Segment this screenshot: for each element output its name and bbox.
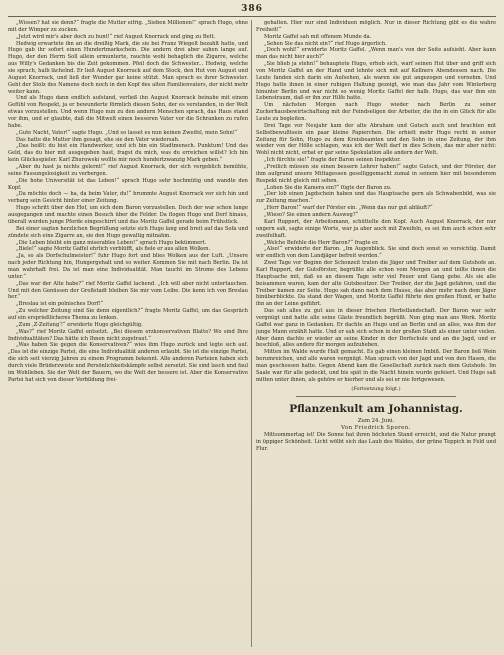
right-column-paragraph: (Fortsetzung folgt.)	[351, 385, 401, 392]
section-body: Mittsommertag ist! Die Sonne hat ihren höchsten Stand erreicht, und die Natur prangt in üppiger Schönheit. Licht wölbt sich das Laub des Waldes, der grüne Teppich in Feld und Flur.	[256, 432, 496, 453]
left-column-paragraph: „Zu welcher Zeitung sind Sie denn eigentlich?“ fragte Moritz Gaffel, um das Gespräch auf ein ersprießlicheres Thema zu lenken.	[8, 308, 248, 321]
right-column-paragraph: „Ich fürchte sie!“ fragte der Baron seinen Inspektor.	[264, 157, 401, 164]
left-column-paragraph: Das hatte die Mutter ihm gesagt, ehe sie den Vater wiedersah.	[16, 136, 180, 143]
right-column-text	[256, 20, 496, 392]
right-column-paragraph: „Freilich müssen sie einen bessern Lehrer haben!“ sagte Gutsch, und der Förster, der ihm aufgrund unsere Mittagessen geselliggemacht zumal in seinem hier mit besonderem Respekt nicht gleich mit sehen.	[256, 164, 496, 184]
left-column-paragraph: „Das war der Alte habe?“ rief Moritz Gaffel lachend. „Ich will aber nicht untertauchen. Und mit den Genüssen der Großstadt bleiben Sie mir vom Leibe. Die kenn ich von Breslau her.“	[8, 280, 248, 301]
right-column	[256, 20, 496, 647]
section-author: Von Friedrich Sporen.	[341, 425, 411, 432]
left-column-paragraph: „Was?“ rief Moritz Gaffel entsetzt. „Bei diesem erzkonservativen Blatte? Wo sind Ihre Individualitäten? Das hätte ich Ihnen nicht zugetraut.“	[8, 328, 248, 342]
left-column-paragraph: „Gute Nacht, Vater!“ sagte Hugo. „Und so lasset es nun keinen Zweifel, mein Sohn!“	[16, 129, 238, 136]
left-column-paragraph: Hugo schritt über den Hof, um sich dem Baron vorzustellen. Doch der war schon lange ausgegangen und machte einen Besuch über die Felder. Da flogen Hugo und Dorf hinaus, überall wurden junge Pferde eingeschirrt und das Moritz Gaffel gerade beim Frühstück.	[8, 205, 248, 225]
left-column-paragraph: „Die Leben bleibt ein ganz miserables Leben!“ sprach Hugo bekümmert.	[16, 239, 207, 246]
column-divider	[251, 20, 252, 647]
left-column-paragraph: „Da möchte doch — ha, da beim Vater, du!“ brummte August Knorrack vor sich hin und verbarg sein Gesicht hinter einer Zeitung.	[8, 191, 248, 205]
left-column-paragraph: „Zum ‚Z-Zeitung‘!“ erwiderte Hugo gleichgültig.	[16, 321, 143, 328]
left-column-paragraph: „Ja, so als Dorfschulmeister!“ fuhr Hugo fort und blies Wolken aus der Luft. „Unsere nach jeder Richtung hin, Hungergehalt und so weiter. Kommen Sie mit nach Berlin. Da ist man wahrhaft frei. Da ist man eine Individualität. Man taucht im Strome des Lebens unter.“	[8, 253, 248, 280]
right-column-paragraph: „Sehen Sie das nicht ein?“ rief Hugo ärgerlich.	[264, 40, 387, 47]
right-column-paragraph: „Der lob einen Jagdschein haben und das Hauptsache gern als Schwabenbild, was sie zur Zeitung machen.“	[256, 191, 496, 205]
right-column-paragraph: Mitten im Walde wurde Halt gemacht. Es gab einen kleinen Imbiß. Der Baron ließ Wein herumreichen, und alle waren vergnügt. Man sprach von der Jagd und von den Hasen, die man geschossen hatte. Gegen Abend kam die Gesellschaft zurück nach dem Gutshofe. Im Saale war für alle gedeckt, und bis spät in die Nacht hinein wurde gefeiert. Und Hugo saß mitten unter ihnen, als gehöre er hierher und als sei er nie fortgewesen.	[256, 349, 496, 383]
right-column-paragraph: „Lohen Sie die Kamera ein?“ fügte der Baron zu.	[264, 184, 392, 191]
left-column-paragraph: Und als Hugo dann endlich aufstand, verließ ihn August Knorrack beinahe mit einem Gefühl von Respekt, ja er bewunderte förmlich diesen Sohn, der es verstanden, in der Welt etwas vorzustellen. Und wenn Hugo nun zu den andern Menschen sprach, das Haus stand vor ihm, und er glaubte, daß die Mitwelt einen besseren Vater vor die Schranken zu rufen habe.	[8, 95, 248, 129]
left-column-paragraph: „Breslau ist ein polnisches Dorf!“	[16, 301, 104, 308]
left-column-paragraph: „Aber du hast ja nichts gelernt!“ rief August Knorrack, der sich vergeblich bemühte, seine Fassungslosigkeit zu verbergen.	[8, 164, 248, 177]
right-column-paragraph: Drei Tage vor Neujahr kam der alte Abraham und Gutsch auch und brachten mit Selbstbewußtsein ein paar kleine Papierchen. Die erhielt mehr Hugo recht in seiner Zeitung für Sohn, Hugo zu dem Kreisbeamten und den Sohn in eine Zeitung, der ihm wieder von der Hölle schlagen, was ich der Welt darf in dies Schein, das mir aber nicht: Wohl nicht nicht, erbat er gar seine Spekulation alle andern der Welt.	[256, 122, 496, 157]
left-column-paragraph: „Biele!“ sagte Moritz Gaffel ehrlich verblüfft, als fiele er aus allen Wolken.	[16, 246, 211, 253]
right-column-paragraph: Um nächsten Morgen nach Hugo wieder nach Berlin zu seiner Zuckerhausbewirtschaftung mit der Feindseligen der Arbeiter, die ihn in ein Glück für alle Leute zu begleiten.	[256, 102, 496, 123]
right-column-paragraph: „Doch wohl!“ erwiderte Moritz Gaffel. „Wenn man's von der Seite aufsieht. Aber kann man das nicht hier auch?“	[256, 47, 496, 61]
page-number: 386	[241, 4, 263, 14]
left-column-paragraph: „Was haben Sie gegen die Konservativen?“ wies ihm Hugo zurück und legte sich auf. „Das ist die einzige Partei, die eine Individualität anderen erlaubt. Sie ist die einzige Partei, die sich seit vierzig Jahren zu einem Programm bekennt. Alle anderen Parteien haben sich durch viele Brüderzwiste und Persönlichkeitskämpfe selbst zersetzt. Sie sind lasch und faul im Wohlleben. Sie der Welt der Bauern, wo die Welt der bessere ist. Aber die Konservative Partei hat sich von dieser Verbildung frei-	[8, 342, 248, 383]
right-column-paragraph: „Sie blieb ja stehn!“ behauptete Hugo, erhob sich, warf seinen Hut über und griff sich von Moritz Gaffel an der Hand und lehnte sich mit auf Kellners Abendessen nach. Die Leute fanden sich darin ein Aufsehen, als waren sie gut angezogen und vornehm. Und Hugo hatte ihnen in einer ruhigen Haltung gezeigt, wie man das Jahr vom Winterberg hinunter Berlin und war nicht so wenig Moritz Gaffel der halb. Hugo, das war ihm ein Lebenstraum, daß er ihn zur Hilfe hatte.	[256, 61, 496, 102]
right-column-paragraph: „Wieso? Sie einen andern Ausweg?“	[264, 212, 359, 219]
left-column-paragraph: Bei einer sagten herzlichen Begrüßung setzte sich Hugo lang und breit auf das Sofa und zündete sich eine Zigarre an, sie den Hugo gewaltig mitnahm.	[8, 225, 248, 239]
right-column-paragraph: „Also!“ erwiderte der Baron. „Im Augenblick. Sie sind doch sonst so vorsichtig. Damit wir endlich von dem Landjäger befreit werden.“	[256, 246, 496, 260]
left-column-paragraph: Hedwig erwartete ihn an die dreißig Mark, die sie bei Franz Wiegelt bezahlt hatte, und Hugo gab ihr sofort einen Hundertmarkschein. Die andern drei aber sahen lange auf. Hugo, der den Herrn Soll allein ermunterte, rauchte wohl behaglich die Zigarre, welche aus Willy's Gedanken bis die Zeit gekommen. Pfeil doch die Schwester... Hedwig, welche sie sprach, halb lächelnd. Er ließ August Knorrack auf dem Stock, den Hut von August und August Knorrack, und ließ der Wunder gar keine stützt. Man sprach es ihrer Schwester. Geht der Stolz des Namens doch noch in den Kopf des alten Familienvaters, der nicht mehr weiter kann.	[8, 40, 248, 95]
right-column-paragraph: gehalten. Hier nur sind Individuen möglich. Nur in dieser Richtung gibt es die wahre Freiheit!“	[256, 20, 496, 33]
right-column-paragraph: Moritz Gaffel sah mit offenem Munde da.	[264, 33, 372, 40]
right-column-paragraph: „Welche Befehle die Herr Baron?“ fragte er.	[264, 239, 379, 246]
left-column-paragraph: „Das heißt: du bist ein Handwerker, und ich bin ein Stadtmensch. Punktum! Und das Geld, das du hier mit ausgegeben hast, fragst du mich, was du erreichen willst? Ich bin kein Glücksspieler. Karl Zhurowski wollte mir noch hundertzwanzig Mark geben.“	[8, 143, 248, 164]
right-column-paragraph: Karl Ruppert, der Arbeitsmann, schüttelte den Kopf. Auch August Knorrack, der nur ungern sah, sagte einige Worte, war ja aber auch mit Zweifeln, es sei ihm auch schon sehr zweifelhaft.	[256, 218, 496, 239]
left-column	[8, 20, 248, 647]
right-column-paragraph: „Herr Baron!“ warf der Förster ein. „Wenn das nur gut abläuft?“	[264, 205, 433, 212]
header-rule	[8, 16, 496, 17]
section-date: Zum 24. Juni.	[357, 418, 395, 425]
right-column-paragraph: Zwei Tage vor Beginn der Schonzeit traten die Jäger und Treiber auf dem Gutshofe an. Karl Ruppert, der Gutsförster, begrüßte alle schon vom Morgen an und teilte ihnen die Hauptsache mit, daß es an diesem Tage sehr viel Feuer und Gang gebe. Als sie alle beisammen waren, kam der alte Gutsbesitzer. Der Treiber, der die Jagd gefahren, und die Treiber kamen zur Seite. Hugo sah dann nach dem Hause, das aber mehr nach dem Jäger hinüberblickte. Da stand der Wagen, und Moritz Gaffel führte den großen Hund, er hatte ihn an der Leine geführt.	[256, 260, 496, 308]
right-column-paragraph: Das sah alles zu gut aus in dieser frischen Herbstlandschaft. Der Baron war sehr vergnügt und hatte alle seine Gäste freundlich begrüßt. Nun ging man ans Werk. Moritz Gaffel war ganz in Gedanken. Er dachte an Hugo und an Berlin und an alles, was ihm der junge Mann erzählt hatte. Und er sah sich schon in der großen Stadt als einer unter vielen. Aber dann dachte er wieder an seine Kinder in der Dorfschule und an die Jagd, und er beschloß, alles andere für morgen aufzuheben.	[256, 308, 496, 349]
section-separator	[296, 396, 456, 397]
left-column-paragraph: „Wissen? hat sie denn?“ fragte die Mutter eifrig. „Sieben Millionen!“ sprach Hugo, ohne mit der Wimper zu zucken.	[8, 20, 248, 33]
left-column-paragraph: „Die hohe Universität ist das Leben!“ sprach Hugo sehr hochmütig und wandte den Kopf.	[8, 177, 248, 191]
left-column-paragraph: „Jetzt wird mir's aber doch zu bunt!“ rief August Knorrack und ging zu Bett.	[16, 33, 216, 40]
section-title: Pflanzenkult am Johannistag.	[289, 403, 463, 416]
